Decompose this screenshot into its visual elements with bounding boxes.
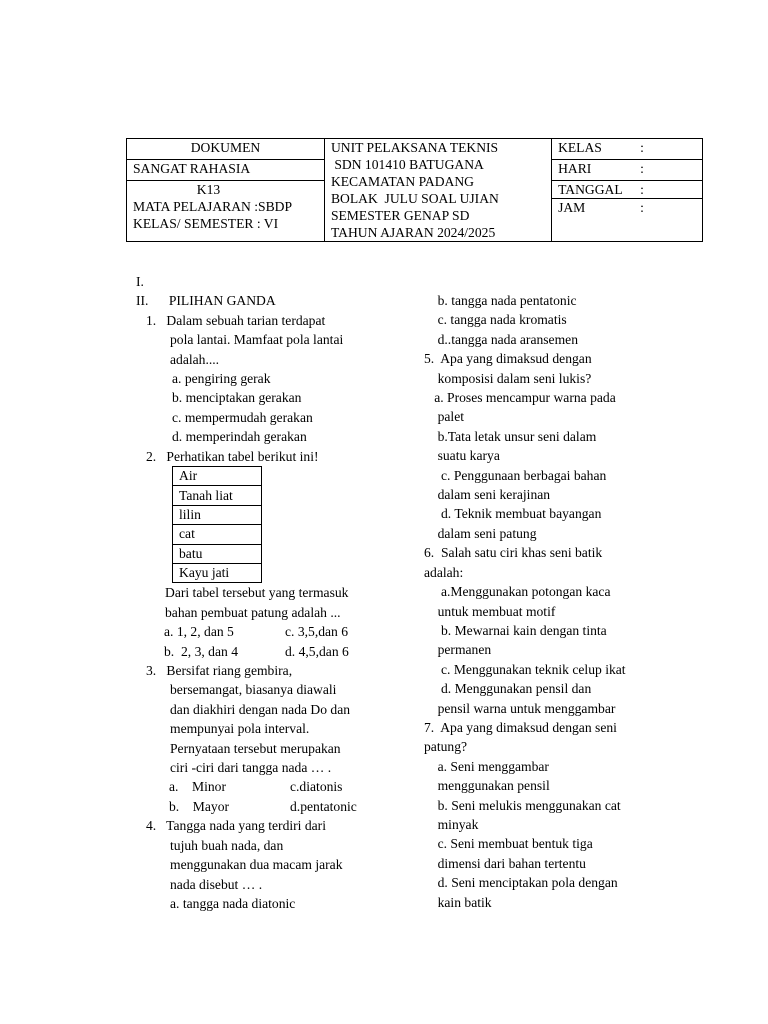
q2-text: bahan pembuat patung adalah ... [165, 604, 341, 620]
kelas-label: KELAS [558, 140, 602, 155]
right-line: a.Menggunakan potongan kaca [424, 584, 611, 600]
right-line: c. Penggunaan berbagai bahan [424, 467, 607, 483]
q2-option: a. 1, 2, dan 5 [164, 624, 234, 640]
q2-options-row [164, 642, 396, 661]
q2-option: c. 3,5,dan 6 [285, 624, 349, 640]
q4-option: a. tangga nada diatonic [170, 895, 296, 911]
right-line: minyak [424, 816, 479, 832]
right-line: permanen [424, 642, 492, 658]
right-line: d..tangga nada aransemen [424, 331, 578, 347]
document-header-table [126, 138, 703, 242]
right-line: kain batik [424, 894, 492, 910]
right-line: b. Mewarnai kain dengan tinta [424, 622, 607, 638]
q4-text: 4. Tangga nada yang terdiri dari [146, 818, 326, 834]
right-line: palet [424, 409, 465, 425]
q3-options-row [169, 777, 396, 796]
q2-text: Dari tabel tersebut yang termasuk [165, 585, 349, 601]
header-district: KECAMATAN PADANG [330, 174, 474, 189]
header-kelas [552, 139, 703, 160]
right-line: komposisi dalam seni lukis? [424, 370, 592, 386]
header-exam-title: BOLAK JULU SOAL UJIAN [330, 191, 499, 206]
header-subject-name: MATA PELAJARAN :SBDP [133, 199, 293, 215]
q1-option: b. menciptakan gerakan [172, 390, 302, 406]
hari-colon: : [640, 161, 644, 177]
right-line: patung? [424, 739, 468, 755]
right-line: b. Seni melukis menggunakan cat [424, 797, 621, 813]
tanggal-colon: : [640, 182, 644, 198]
hari-label: HARI [558, 161, 592, 177]
right-line: c. tangga nada kromatis [424, 312, 567, 328]
q2-option: d. 4,5,dan 6 [285, 643, 349, 659]
q3-text: dan diakhiri dengan nada Do dan [170, 701, 351, 717]
header-doc-label: DOKUMEN [127, 139, 325, 160]
right-line: untuk membuat motif [424, 603, 556, 619]
q3-option: a. Minor [169, 779, 227, 795]
table-cell: Air [173, 467, 262, 486]
header-school-info [324, 139, 551, 242]
q4-text: tujuh buah nada, dan [170, 837, 284, 853]
right-line: dimensi dari bahan tertentu [424, 855, 586, 871]
question-2 [136, 447, 396, 661]
q3-option: d.pentatonic [290, 798, 357, 814]
q1-text: 1. Dalam sebuah tarian terdapat [146, 312, 326, 328]
right-line: a. Proses mencampur warna pada [424, 390, 616, 406]
right-column [424, 291, 664, 912]
right-line: adalah: [424, 564, 464, 580]
q1-option: d. memperindah gerakan [172, 429, 307, 445]
table-cell: batu [173, 544, 262, 563]
section-roman-1: I. [136, 274, 144, 289]
header-curriculum: K13 [196, 182, 221, 198]
right-line: 7. Apa yang dimaksud dengan seni [424, 719, 617, 735]
right-line: pensil warna untuk menggambar [424, 700, 616, 716]
jam-colon: : [640, 200, 644, 216]
right-line: b. tangga nada pentatonic [424, 293, 577, 308]
q4-text: nada disebut … . [170, 876, 263, 892]
header-year: TAHUN AJARAN 2024/2025 [330, 225, 496, 240]
right-line: suatu karya [424, 448, 500, 464]
tanggal-label: TANGGAL [558, 182, 623, 198]
right-line: d. Menggunakan pensil dan [424, 681, 592, 697]
q3-text: ciri -ciri dari tangga nada … . [170, 760, 332, 776]
header-school-name: SDN 101410 BATUGANA [330, 157, 484, 172]
q3-text: Pernyataan tersebut merupakan [170, 740, 341, 756]
header-class-semester: KELAS/ SEMESTER : VI [133, 216, 279, 232]
q1-text: adalah.... [170, 351, 220, 367]
left-column [136, 272, 396, 913]
table-cell: cat [173, 525, 262, 544]
q2-text: 2. Perhatikan tabel berikut ini! [146, 448, 319, 464]
right-line: b.Tata letak unsur seni dalam [424, 428, 597, 444]
q2-options-row [164, 622, 396, 641]
header-date-time [552, 181, 703, 242]
right-line: d. Teknik membuat bayangan [424, 506, 602, 522]
q1-text: pola lantai. Mamfaat pola lantai [170, 332, 344, 348]
q3-options-row [169, 797, 396, 816]
question-1 [136, 311, 396, 447]
header-secret: SANGAT RAHASIA [127, 160, 325, 181]
q1-option: c. mempermudah gerakan [172, 409, 313, 425]
q3-text: mempunyai pola interval. [170, 721, 310, 737]
right-line: d. Seni menciptakan pola dengan [424, 875, 618, 891]
q3-text: 3. Bersifat riang gembira, [146, 663, 293, 679]
right-line: 5. Apa yang dimaksud dengan [424, 351, 592, 367]
right-line: c. Menggunakan teknik celup ikat [424, 661, 626, 677]
table-cell: Tanah liat [173, 486, 262, 505]
right-line: 6. Salah satu ciri khas seni batik [424, 545, 603, 561]
right-line: c. Seni membuat bentuk tiga [424, 836, 593, 852]
right-line: dalam seni kerajinan [424, 487, 551, 503]
right-line: menggunakan pensil [424, 778, 550, 794]
q3-text: bersemangat, biasanya diawali [170, 682, 337, 698]
q3-option: c.diatonis [290, 779, 343, 795]
right-line: a. Seni menggambar [424, 758, 549, 774]
question-3 [136, 661, 396, 816]
kelas-colon: : [640, 140, 644, 155]
header-semester: SEMESTER GENAP SD [330, 208, 470, 223]
jam-label: JAM [558, 200, 586, 216]
header-hari [552, 160, 703, 181]
material-table [172, 466, 262, 583]
header-subject [127, 181, 325, 242]
q2-option: b. 2, 3, dan 4 [164, 643, 239, 659]
q4-text: menggunakan dua macam jarak [170, 857, 343, 873]
header-unit-line: UNIT PELAKSANA TEKNIS [330, 140, 499, 155]
q3-option: b. Mayor [169, 798, 230, 814]
table-cell: Kayu jati [173, 564, 262, 583]
q1-option: a. pengiring gerak [172, 371, 271, 387]
table-cell: lilin [173, 505, 262, 524]
question-4 [136, 816, 396, 913]
section-title: II. PILIHAN GANDA [136, 293, 276, 309]
right-line: dalam seni patung [424, 525, 537, 541]
